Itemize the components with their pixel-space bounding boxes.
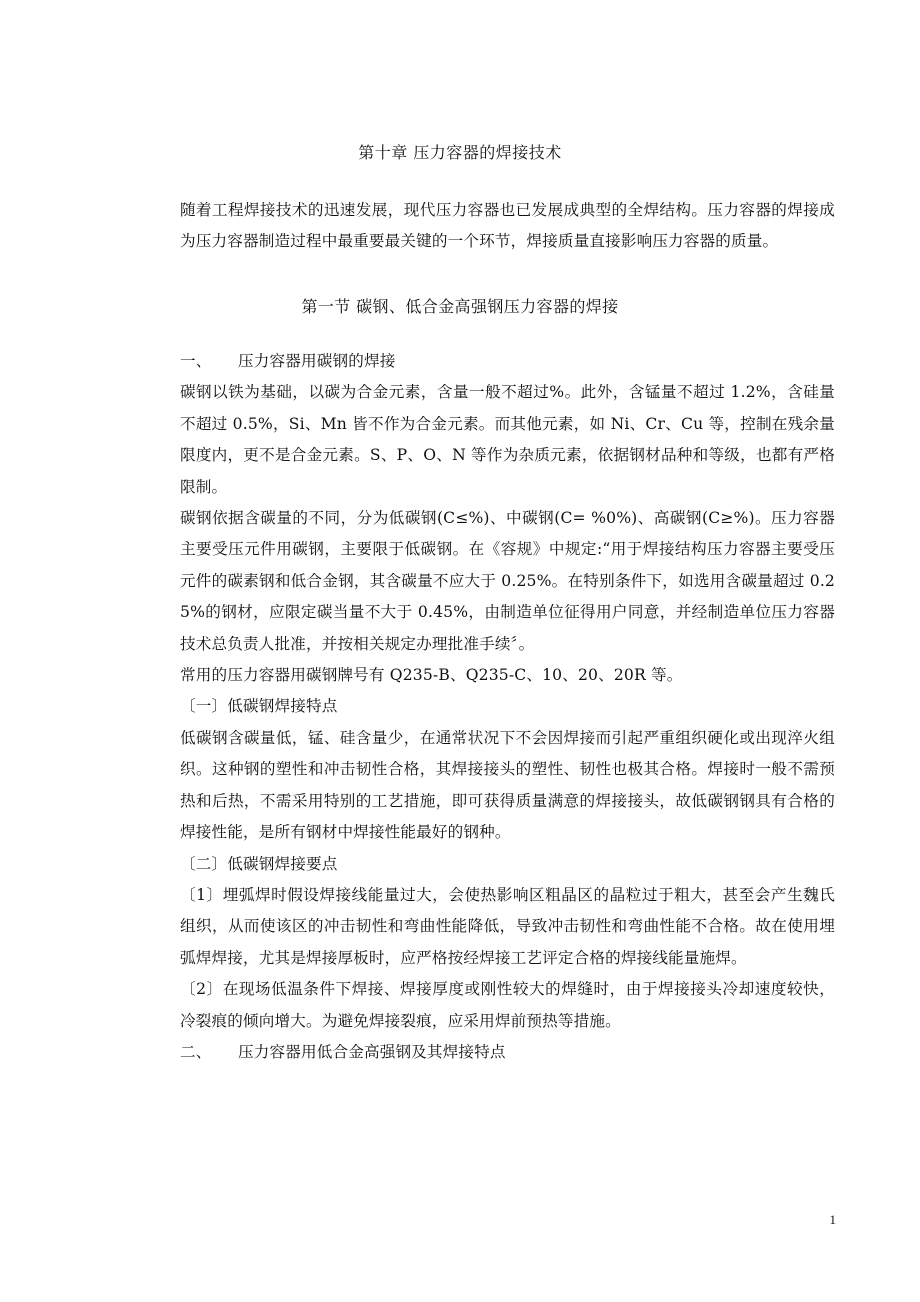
heading-carbon-steel	[180, 346, 835, 377]
chapter-title: 第十章 压力容器的焊接技术	[358, 143, 562, 162]
paragraph-low-carbon-characteristics: 低碳钢含碳量低，锰、硅含量少，在通常状况下不会因焊接而引起严重组织硬化或出现淬火组织。这种钢的塑性和冲击韧性合格，其焊接接头的塑性、韧性也极其合格。焊接时一般不需预热和后热，不需采用特别的工艺措施，即可获得质量满意的焊接接头，故低碳钢钢具有合格的焊接性能，是所有钢材中焊接性能最好的钢种。	[180, 728, 835, 842]
paragraph-steel-grades: 常用的压力容器用碳钢牌号有 Q235-B、Q235-C、10、20、20R 等。	[180, 666, 683, 685]
intro-block	[180, 195, 835, 258]
subheading-low-carbon-key-points: 〔二〕低碳钢焊接要点	[180, 854, 338, 873]
list-item-low-temperature: 〔2〕在现场低温条件下焊接、焊接厚度或刚性较大的焊缝时，由于焊接接头冷却速度较快，冷裂痕的倾向增大。为避免焊接裂痕，应采用焊前预热等措施。	[180, 980, 835, 1030]
heading-number: 一、	[180, 352, 212, 370]
heading-low-alloy-steel	[180, 1037, 835, 1068]
subheading-low-carbon-characteristics: 〔一〕低碳钢焊接特点	[180, 697, 338, 716]
body-block	[180, 346, 835, 1068]
list-item-submerged-arc: 〔1〕埋弧焊时假设焊接线能量过大，会使热影响区粗晶区的晶粒过于粗大，甚至会产生魏氏组织，从而使该区的冲击韧性和弯曲性能降低，导致冲击韧性和弯曲性能不合格。故在使用埋弧焊焊接，尤其是焊接厚板时，应严格按经焊接工艺评定合格的焊接线能量施焊。	[180, 885, 835, 967]
section-title: 第一节 碳钢、低合金高强钢压力容器的焊接	[301, 297, 619, 316]
page-number: 1	[829, 1212, 836, 1227]
heading-number: 二、	[180, 1042, 212, 1061]
paragraph-carbon-steel-classification: 碳钢依据含碳量的不同，分为低碳钢(C≤%)、中碳钢(C= %0%)、高碳钢(C≥%)。压力容器主要受压元件用碳钢，主要限于低碳钢。在《容规》中规定:“用于焊接结构压力容器主要受压元件的碳素钢和低合金钢，其含碳量不应大于 0.25%。在特别条件下，如选用含碳量超过 0.25%的钢材，应限定碳当量不大于 0.45%，由制造单位征得用户同意，并经制造单位压力容器技术总负责人批准，并按相关规定办理批准手续〞。	[180, 509, 835, 653]
heading-text: 压力容器用碳钢的焊接	[238, 352, 396, 370]
intro-paragraph: 随着工程焊接技术的迅速发展，现代压力容器也已发展成典型的全焊结构。压力容器的焊接成为压力容器制造过程中最重要最关键的一个环节，焊接质量直接影响压力容器的质量。	[180, 201, 835, 251]
heading-text: 压力容器用低合金高强钢及其焊接特点	[238, 1042, 506, 1061]
paragraph-carbon-steel-composition: 碳钢以铁为基础，以碳为合金元素，含量一般不超过%。此外，含锰量不超过 1.2%，含硅量不超过 0.5%，Si、Mn 皆不作为合金元素。而其他元素，如 Ni、Cr、Cu 等，控制在残余量限度内，更不是合金元素。S、P、O、N 等作为杂质元素，依据钢材品种和等级，也都有严格限制。	[180, 383, 835, 496]
